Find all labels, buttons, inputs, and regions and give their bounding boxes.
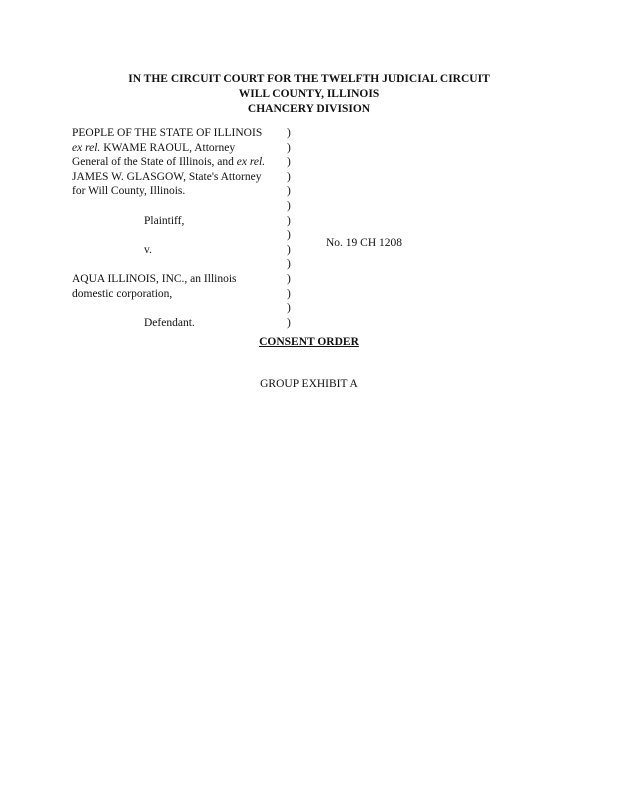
attorney-general-title: General of the State of Illinois, and <box>72 156 237 169</box>
attorney-general-name: KWAME RAOUL, Attorney <box>100 141 236 154</box>
defendant-role: Defendant. <box>144 316 195 329</box>
bracket: ) <box>287 316 291 329</box>
bracket: ) <box>287 302 291 315</box>
bracket: ) <box>287 214 291 227</box>
bracket: ) <box>287 229 291 242</box>
ex-rel-suffix: ex rel. <box>236 156 266 169</box>
bracket: ) <box>287 243 291 256</box>
plaintiff-line-1: PEOPLE OF THE STATE OF ILLINOIS <box>72 127 263 139</box>
bracket: ) <box>287 156 291 169</box>
caption-brackets <box>287 126 297 330</box>
bracket: ) <box>287 258 291 271</box>
bracket: ) <box>287 127 291 139</box>
bracket: ) <box>287 199 291 212</box>
plaintiff-line-3 <box>72 155 284 170</box>
plaintiff-line-2 <box>72 141 284 156</box>
plaintiff-line-4: JAMES W. GLASGOW, State's Attorney <box>72 170 262 183</box>
exhibit-label: GROUP EXHIBIT A <box>260 378 358 390</box>
bracket: ) <box>287 272 291 285</box>
bracket: ) <box>287 141 291 154</box>
plaintiff-line-5: for Will County, Illinois. <box>72 185 186 198</box>
defendant-line-2: domestic corporation, <box>72 287 173 300</box>
court-name: IN THE CIRCUIT COURT FOR THE TWELFTH JUDICIAL CIRCUIT <box>128 73 490 85</box>
case-caption <box>72 126 552 329</box>
county-name: WILL COUNTY, ILLINOIS <box>238 88 380 100</box>
case-number: No. 19 CH 1208 <box>326 237 403 249</box>
document-title-text: CONSENT ORDER <box>259 336 359 348</box>
bracket: ) <box>287 170 291 183</box>
parties-block <box>72 126 284 330</box>
defendant-line-1: AQUA ILLINOIS, INC., an Illinois <box>72 272 237 285</box>
document-title <box>0 336 618 348</box>
court-header <box>0 72 618 117</box>
bracket: ) <box>287 185 291 198</box>
bracket: ) <box>287 287 291 300</box>
versus-label: v. <box>144 243 152 256</box>
division-name: CHANCERY DIVISION <box>247 103 371 115</box>
ex-rel-prefix: ex rel. <box>72 141 101 154</box>
plaintiff-role: Plaintiff, <box>144 214 185 227</box>
